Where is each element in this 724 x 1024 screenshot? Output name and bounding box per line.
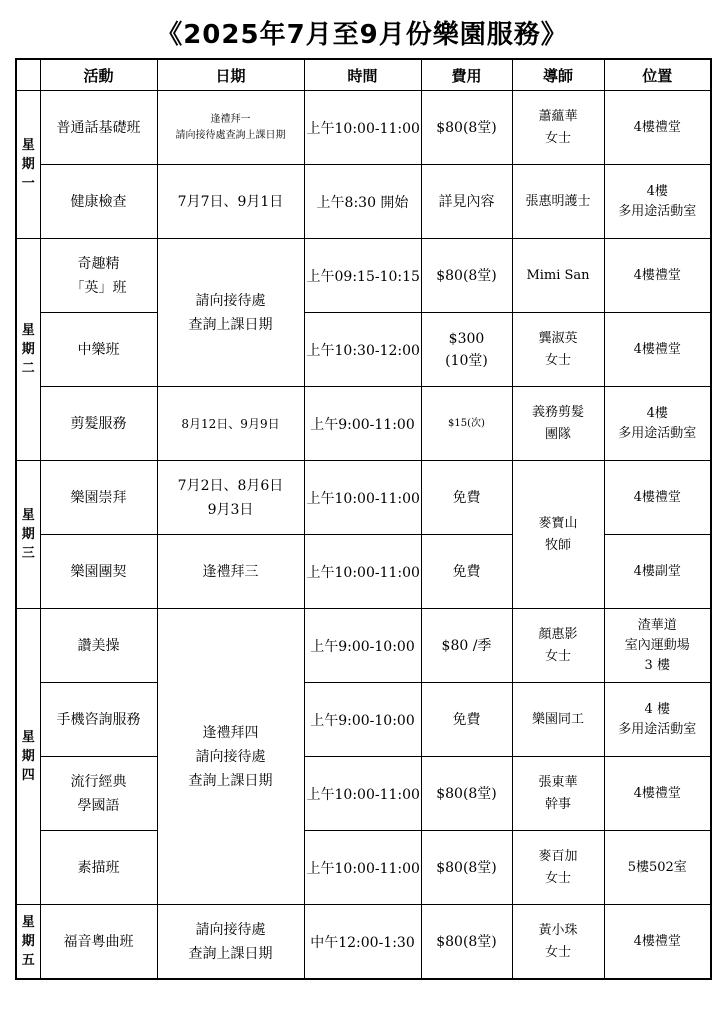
fee-cell: $80(8堂) bbox=[421, 239, 512, 313]
fee-cell: 免費 bbox=[421, 535, 512, 609]
table-row bbox=[16, 239, 711, 313]
activity-cell: 樂園崇拜 bbox=[40, 461, 157, 535]
table-row bbox=[16, 535, 711, 609]
location-cell: 4 樓 多用途活動室 bbox=[604, 683, 711, 757]
time-cell: 上午10:00-11:00 bbox=[304, 831, 421, 905]
date-cell: 7月2日、8月6日 9月3日 bbox=[157, 461, 304, 535]
header-day bbox=[16, 59, 40, 91]
location-cell: 4樓禮堂 bbox=[604, 239, 711, 313]
table-row bbox=[16, 609, 711, 683]
time-cell: 上午10:00-11:00 bbox=[304, 535, 421, 609]
table-row bbox=[16, 905, 711, 980]
date-cell: 逢禮拜四 請向接待處 查詢上課日期 bbox=[157, 609, 304, 905]
fee-cell: $300 (10堂) bbox=[421, 313, 512, 387]
teacher-cell: 麥百加 女士 bbox=[512, 831, 604, 905]
activity-cell: 剪髮服務 bbox=[40, 387, 157, 461]
activity-cell: 健康檢查 bbox=[40, 165, 157, 239]
location-cell: 4樓禮堂 bbox=[604, 91, 711, 165]
table-row bbox=[16, 757, 711, 831]
fee-cell: $80(8堂) bbox=[421, 757, 512, 831]
header-time: 時間 bbox=[304, 59, 421, 91]
location-cell: 4樓 多用途活動室 bbox=[604, 387, 711, 461]
fee-cell: $80(8堂) bbox=[421, 905, 512, 980]
teacher-cell: 張惠明護士 bbox=[512, 165, 604, 239]
time-cell: 上午10:00-11:00 bbox=[304, 461, 421, 535]
table-row bbox=[16, 683, 711, 757]
fee-cell: $80(8堂) bbox=[421, 831, 512, 905]
activity-cell: 素描班 bbox=[40, 831, 157, 905]
header-activity: 活動 bbox=[40, 59, 157, 91]
location-cell: 4樓禮堂 bbox=[604, 461, 711, 535]
location-cell: 4樓禮堂 bbox=[604, 757, 711, 831]
day-tuesday: 星期二 bbox=[16, 239, 40, 461]
teacher-cell: 顏惠影 女士 bbox=[512, 609, 604, 683]
location-cell: 4樓副堂 bbox=[604, 535, 711, 609]
teacher-cell: 樂園同工 bbox=[512, 683, 604, 757]
activity-cell: 手機咨詢服務 bbox=[40, 683, 157, 757]
activity-cell: 流行經典 學國語 bbox=[40, 757, 157, 831]
day-thursday: 星期四 bbox=[16, 609, 40, 905]
header-fee: 費用 bbox=[421, 59, 512, 91]
activity-cell: 讚美操 bbox=[40, 609, 157, 683]
table-row bbox=[16, 313, 711, 387]
date-cell: 7月7日、9月1日 bbox=[157, 165, 304, 239]
time-cell: 上午9:00-10:00 bbox=[304, 683, 421, 757]
activity-cell: 樂園團契 bbox=[40, 535, 157, 609]
date-cell: 請向接待處 查詢上課日期 bbox=[157, 239, 304, 387]
fee-cell: 免費 bbox=[421, 683, 512, 757]
time-cell: 上午10:00-11:00 bbox=[304, 91, 421, 165]
time-cell: 中午12:00-1:30 bbox=[304, 905, 421, 980]
table-row bbox=[16, 91, 711, 165]
table-row bbox=[16, 165, 711, 239]
time-cell: 上午9:00-11:00 bbox=[304, 387, 421, 461]
day-wednesday: 星期三 bbox=[16, 461, 40, 609]
activity-cell: 中樂班 bbox=[40, 313, 157, 387]
time-cell: 上午9:00-10:00 bbox=[304, 609, 421, 683]
table-row bbox=[16, 387, 711, 461]
date-cell: 8月12日、9月9日 bbox=[157, 387, 304, 461]
location-cell: 4樓禮堂 bbox=[604, 905, 711, 980]
header-teacher: 導師 bbox=[512, 59, 604, 91]
fee-cell: 詳見內容 bbox=[421, 165, 512, 239]
header-location: 位置 bbox=[604, 59, 711, 91]
location-cell: 渣華道 室內運動場 3 樓 bbox=[604, 609, 711, 683]
time-cell: 上午09:15-10:15 bbox=[304, 239, 421, 313]
time-cell: 上午8:30 開始 bbox=[304, 165, 421, 239]
fee-cell: $80(8堂) bbox=[421, 91, 512, 165]
teacher-cell: 蕭蘊華 女士 bbox=[512, 91, 604, 165]
teacher-cell: 龔淑英 女士 bbox=[512, 313, 604, 387]
fee-cell: $80 /季 bbox=[421, 609, 512, 683]
page-title: 《2025年7月至9月份樂園服務》 bbox=[156, 20, 568, 50]
date-cell: 逢禮拜一 請向接待處查詢上課日期 bbox=[157, 91, 304, 165]
date-cell: 逢禮拜三 bbox=[157, 535, 304, 609]
table-row bbox=[16, 461, 711, 535]
time-cell: 上午10:00-11:00 bbox=[304, 757, 421, 831]
fee-cell: 免費 bbox=[421, 461, 512, 535]
activity-cell: 福音粵曲班 bbox=[40, 905, 157, 980]
teacher-cell: 黃小珠 女士 bbox=[512, 905, 604, 980]
fee-cell: $15(次) bbox=[421, 387, 512, 461]
time-cell: 上午10:30-12:00 bbox=[304, 313, 421, 387]
activity-cell: 奇趣精 「英」班 bbox=[40, 239, 157, 313]
day-friday: 星期五 bbox=[16, 905, 40, 980]
day-monday: 星期一 bbox=[16, 91, 40, 239]
location-cell: 4樓 多用途活動室 bbox=[604, 165, 711, 239]
schedule-table bbox=[15, 58, 712, 980]
table-header-row bbox=[16, 59, 711, 91]
location-cell: 4樓禮堂 bbox=[604, 313, 711, 387]
date-cell: 請向接待處 查詢上課日期 bbox=[157, 905, 304, 980]
teacher-cell: 張東華 幹事 bbox=[512, 757, 604, 831]
teacher-cell: 義務剪髮 團隊 bbox=[512, 387, 604, 461]
teacher-cell: Mimi San bbox=[512, 239, 604, 313]
teacher-cell: 麥寶山 牧師 bbox=[512, 461, 604, 609]
header-date: 日期 bbox=[157, 59, 304, 91]
table-row bbox=[16, 831, 711, 905]
location-cell: 5樓502室 bbox=[604, 831, 711, 905]
activity-cell: 普通話基礎班 bbox=[40, 91, 157, 165]
